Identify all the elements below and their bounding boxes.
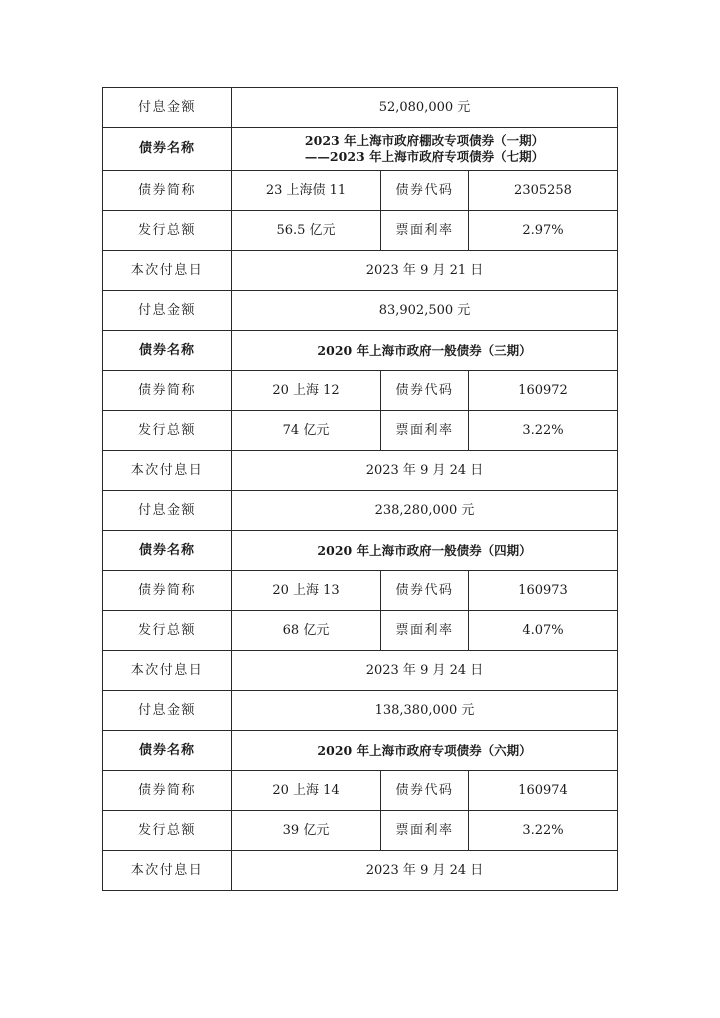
issue-total-label: 发行总额 — [103, 811, 232, 851]
table-row — [103, 291, 618, 331]
pay-date-label: 本次付息日 — [103, 251, 232, 291]
issue-total-value: 39 亿元 — [232, 811, 381, 851]
table-row — [103, 171, 618, 211]
pay-date-value: 2023 年 9 月 24 日 — [232, 451, 618, 491]
table-row — [103, 371, 618, 411]
pay-amount-value: 52,080,000 元 — [232, 88, 618, 128]
pay-amount-value: 83,902,500 元 — [232, 291, 618, 331]
short-name-value: 20 上海 12 — [232, 371, 381, 411]
bond-name-line: 2020 年上海市政府一般债券（三期） — [317, 342, 532, 358]
bond-name-value — [232, 331, 618, 371]
table-row — [103, 691, 618, 731]
pay-date-value: 2023 年 9 月 24 日 — [232, 651, 618, 691]
table-row — [103, 531, 618, 571]
bond-name-label: 债券名称 — [103, 128, 232, 171]
issue-total-label: 发行总额 — [103, 611, 232, 651]
table-row — [103, 411, 618, 451]
short-name-value: 20 上海 13 — [232, 571, 381, 611]
short-name-value: 20 上海 14 — [232, 771, 381, 811]
table-row — [103, 851, 618, 891]
bond-name-label: 债券名称 — [103, 731, 232, 771]
pay-amount-value: 138,380,000 元 — [232, 691, 618, 731]
short-name-label: 债券简称 — [103, 771, 232, 811]
code-label: 债券代码 — [381, 371, 469, 411]
short-name-value: 23 上海债 11 — [232, 171, 381, 211]
bond-name-line: ——2023 年上海市政府专项债券（七期） — [304, 149, 545, 164]
short-name-label: 债券简称 — [103, 171, 232, 211]
code-value: 2305258 — [469, 171, 618, 211]
table-row — [103, 731, 618, 771]
coupon-rate-label: 票面利率 — [381, 611, 469, 651]
coupon-rate-label: 票面利率 — [381, 811, 469, 851]
coupon-rate-label: 票面利率 — [381, 211, 469, 251]
coupon-rate-value: 4.07% — [469, 611, 618, 651]
coupon-rate-value: 2.97% — [469, 211, 618, 251]
code-label: 债券代码 — [381, 171, 469, 211]
short-name-label: 债券简称 — [103, 571, 232, 611]
coupon-rate-label: 票面利率 — [381, 411, 469, 451]
bond-name-line: 2023 年上海市政府棚改专项债券（一期） — [304, 133, 545, 148]
issue-total-value: 68 亿元 — [232, 611, 381, 651]
table-row — [103, 128, 618, 171]
table-row — [103, 211, 618, 251]
issue-total-label: 发行总额 — [103, 211, 232, 251]
pay-amount-label: 付息金额 — [103, 88, 232, 128]
bond-name-line: 2020 年上海市政府一般债券（四期） — [317, 542, 532, 558]
issue-total-value: 56.5 亿元 — [232, 211, 381, 251]
bond-name-label: 债券名称 — [103, 531, 232, 571]
bond-name-line: 2020 年上海市政府专项债券（六期） — [317, 742, 532, 758]
pay-amount-label: 付息金额 — [103, 291, 232, 331]
table-row — [103, 611, 618, 651]
pay-date-label: 本次付息日 — [103, 651, 232, 691]
pay-amount-label: 付息金额 — [103, 691, 232, 731]
issue-total-label: 发行总额 — [103, 411, 232, 451]
table-row — [103, 651, 618, 691]
table-row — [103, 571, 618, 611]
table-row — [103, 251, 618, 291]
code-value: 160972 — [469, 371, 618, 411]
pay-date-label: 本次付息日 — [103, 451, 232, 491]
table-row — [103, 771, 618, 811]
code-value: 160973 — [469, 571, 618, 611]
code-label: 债券代码 — [381, 771, 469, 811]
pay-date-value: 2023 年 9 月 24 日 — [232, 851, 618, 891]
pay-date-label: 本次付息日 — [103, 851, 232, 891]
table-row — [103, 88, 618, 128]
table-row — [103, 811, 618, 851]
coupon-rate-value: 3.22% — [469, 411, 618, 451]
bond-interest-table — [102, 87, 618, 891]
short-name-label: 债券简称 — [103, 371, 232, 411]
bond-name-value — [232, 531, 618, 571]
coupon-rate-value: 3.22% — [469, 811, 618, 851]
bond-name-value — [232, 731, 618, 771]
code-label: 债券代码 — [381, 571, 469, 611]
bond-name-label: 债券名称 — [103, 331, 232, 371]
table-row — [103, 331, 618, 371]
issue-total-value: 74 亿元 — [232, 411, 381, 451]
pay-date-value: 2023 年 9 月 21 日 — [232, 251, 618, 291]
table-row — [103, 451, 618, 491]
pay-amount-label: 付息金额 — [103, 491, 232, 531]
bond-name-value — [232, 128, 618, 171]
table-row — [103, 491, 618, 531]
pay-amount-value: 238,280,000 元 — [232, 491, 618, 531]
code-value: 160974 — [469, 771, 618, 811]
